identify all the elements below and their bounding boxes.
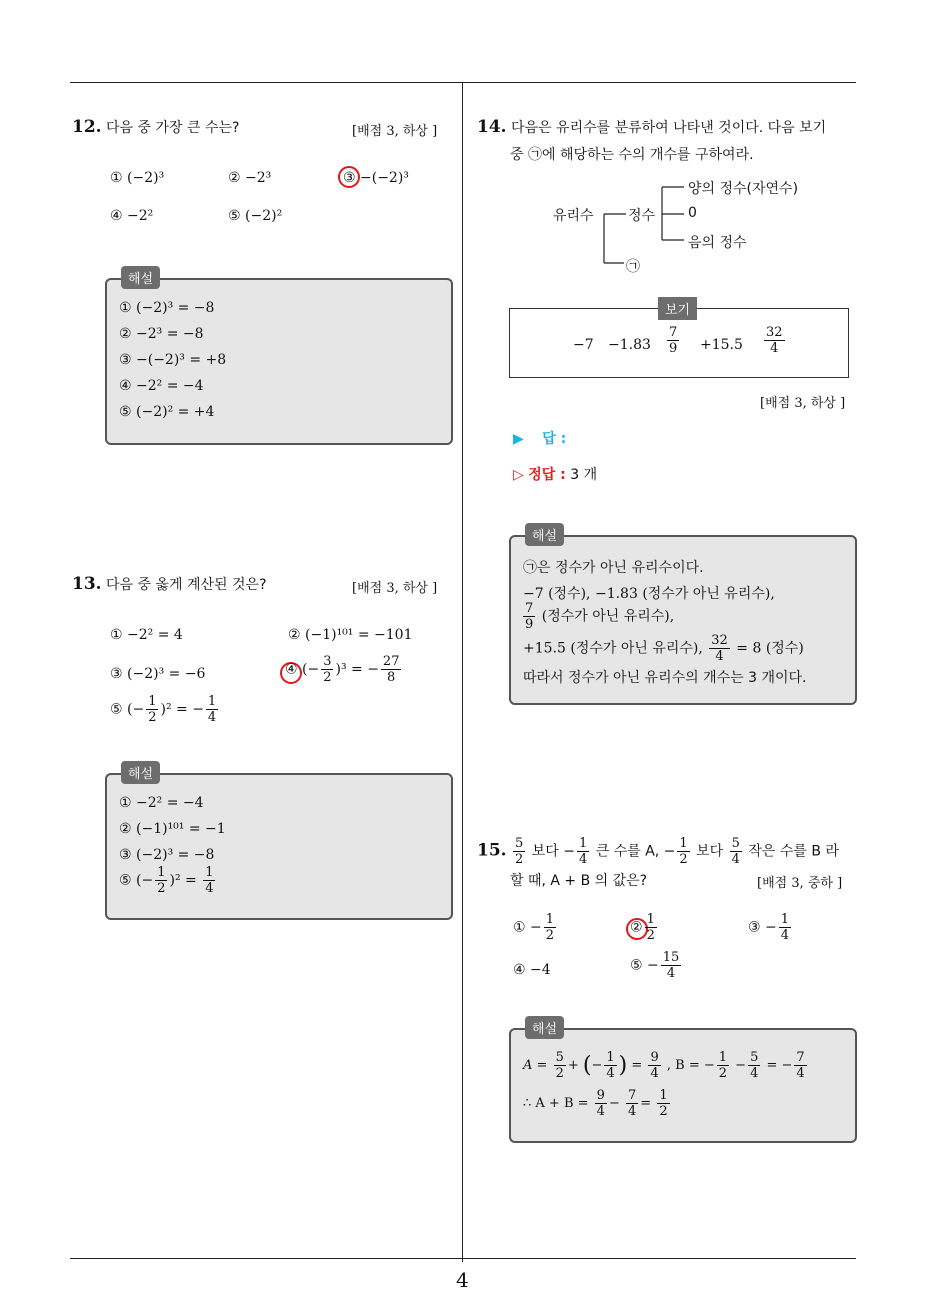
option-text: )³ = −: [335, 661, 379, 678]
option-1[interactable]: ① − $\frac{1}{2}$: [513, 912, 555, 943]
page-number: 4: [456, 1268, 469, 1292]
fraction: $\frac{1}{2}$: [157, 865, 166, 896]
explanation-box: [105, 272, 453, 445]
tree-zero: 0: [688, 205, 697, 221]
top-rule: [70, 82, 856, 83]
explanation-tag: 해설: [525, 523, 564, 546]
option-text: ④ (−: [285, 661, 320, 678]
tree-negative: 음의 정수: [688, 235, 747, 251]
explanation-tag: 해설: [525, 1016, 564, 1039]
question-number: 15.: [477, 840, 507, 861]
question-text-line2: 할 때, A + B 의 값은?: [510, 873, 648, 889]
explanation-line: ㉠은 정수가 아닌 유리수이다.: [523, 560, 704, 576]
explanation-line: ⑤ (−2)² = +4: [119, 404, 215, 420]
column-divider: [462, 82, 463, 1262]
explanation-line: ① (−2)³ = −8: [119, 300, 215, 316]
bogi-tag: 보기: [658, 297, 697, 320]
question-15: 15. $\frac{5}{2}$ 보다 − $\frac{1}{4}$ 큰 수를 A, − $\frac{1}{2}$ 보다 $\frac{5}{4}$ 작은 수를 B 라: [477, 836, 839, 867]
play-icon: ▶: [513, 431, 524, 447]
explanation-line: 따라서 정수가 아닌 유리수의 개수는 3 개이다.: [523, 670, 807, 686]
correct-answer-row: [513, 464, 597, 484]
explanation-line: ③ −(−2)³ = +8: [119, 352, 227, 368]
tree-other: ㉠: [626, 259, 640, 275]
explanation-line: +15.5 (정수가 아닌 유리수), $\frac{32}{4}$ = 8 (정수): [523, 633, 804, 664]
explanation-line: ③ (−2)³ = −8: [119, 847, 215, 863]
explanation-line: ⑤ (− $\frac{1}{2}$ )² = $\frac{1}{4}$: [119, 865, 214, 896]
option-1[interactable]: ① −2² = 4: [110, 627, 183, 643]
explanation-line: −7 (정수), −1.83 (정수가 아닌 유리수),: [523, 586, 775, 602]
explanation-line: ④ −2² = −4: [119, 378, 204, 394]
fraction: $\frac{1}{4}$: [579, 836, 588, 867]
explanation-line: ① −2² = −4: [119, 795, 204, 811]
option-4[interactable]: ④ −4: [513, 962, 551, 978]
answer-row[interactable]: [513, 428, 566, 448]
fraction: $\frac{3}{2}$: [323, 654, 332, 685]
tree-integer: 정수: [628, 208, 656, 224]
question-14: [477, 117, 826, 137]
question-number: 13.: [72, 574, 102, 594]
option-3[interactable]: ③ − $\frac{1}{4}$: [748, 912, 790, 943]
correct-label: 정답 :: [528, 467, 566, 483]
question-text: 다음 중 옳게 계산된 것은?: [106, 577, 267, 593]
correct-value: 3 개: [570, 467, 598, 483]
question-points: [배점 3, 중하 ]: [757, 876, 843, 891]
explanation-box: [509, 1022, 857, 1143]
option-text: )² = −: [160, 701, 204, 718]
tree-root: 유리수: [553, 208, 594, 224]
explanation-line: $\frac{7}{9}$ (정수가 아닌 유리수),: [525, 601, 675, 632]
question-text-line2: 중 ㉠에 해당하는 수의 개수를 구하여라.: [510, 147, 754, 163]
explanation-box: [509, 529, 857, 705]
explanation-tag: 해설: [121, 761, 160, 784]
fraction: $\frac{27}{8}$: [382, 654, 400, 685]
question-points: [배점 3, 하상 ]: [352, 581, 438, 596]
question-text: 다음 중 가장 큰 수는?: [106, 120, 240, 136]
bogi-item: $\frac{7}{9}$: [669, 325, 678, 356]
question-12: [72, 117, 239, 137]
option-2[interactable]: ② (−1)¹⁰¹ = −101: [288, 627, 413, 643]
explanation-tag: 해설: [121, 266, 160, 289]
question-number: 14.: [477, 117, 507, 137]
explanation-line: ② −2³ = −8: [119, 326, 204, 342]
explanation-box: [105, 767, 453, 920]
fraction: $\frac{1}{4}$: [207, 694, 217, 725]
option-5[interactable]: ⑤ − $\frac{15}{4}$: [630, 950, 680, 981]
bogi-item: +15.5: [700, 337, 743, 353]
option-text: ⑤ (−: [110, 701, 145, 718]
option-5[interactable]: ⑤ (−2)²: [228, 208, 283, 224]
option-5[interactable]: [110, 694, 220, 725]
explanation-line: A = $\frac{5}{2}$ + (− $\frac{1}{4}$ ) = $\frac{9}{4}$ , B = − $\frac{1}{2}$ − $\frac{5}{4}$ = − $\frac{7}{4}$: [523, 1050, 805, 1081]
question-points: [배점 3, 하상 ]: [760, 396, 846, 411]
bogi-item: $\frac{32}{4}$: [766, 325, 783, 356]
question-points: [배점 3, 하상 ]: [352, 124, 438, 139]
option-2[interactable]: ② $\frac{1}{2}$: [630, 912, 655, 943]
option-3[interactable]: ③ −(−2)³: [343, 170, 409, 186]
explanation-line: ② (−1)¹⁰¹ = −1: [119, 821, 226, 837]
answer-label: 답 :: [542, 431, 567, 447]
question-text: 다음은 유리수를 분류하여 나타낸 것이다. 다음 보기: [511, 120, 827, 136]
question-13: [72, 574, 267, 594]
option-4[interactable]: [285, 654, 403, 685]
option-2[interactable]: ② −2³: [228, 170, 272, 186]
fraction: $\frac{5}{2}$: [515, 836, 524, 867]
bottom-rule: [70, 1258, 856, 1259]
bogi-item: −1.83: [608, 337, 651, 353]
tree-positive: 양의 정수(자연수): [688, 181, 799, 197]
option-1[interactable]: ① (−2)³: [110, 170, 165, 186]
fraction: $\frac{5}{4}$: [731, 836, 740, 867]
triangle-outline-icon: ▷: [513, 467, 524, 483]
explanation-line: ∴ A + B = $\frac{9}{4}$ − $\frac{7}{4}$ = $\frac{1}{2}$: [523, 1088, 668, 1119]
bogi-item: −7: [573, 337, 594, 353]
bogi-box: [509, 303, 849, 378]
question-number: 12.: [72, 117, 102, 137]
option-3[interactable]: ③ (−2)³ = −6: [110, 666, 206, 682]
fraction: $\frac{1}{2}$: [679, 836, 688, 867]
option-4[interactable]: ④ −2²: [110, 208, 154, 224]
fraction: $\frac{1}{2}$: [148, 694, 157, 725]
tree-lines: [600, 180, 690, 270]
fraction: $\frac{1}{4}$: [205, 865, 214, 896]
